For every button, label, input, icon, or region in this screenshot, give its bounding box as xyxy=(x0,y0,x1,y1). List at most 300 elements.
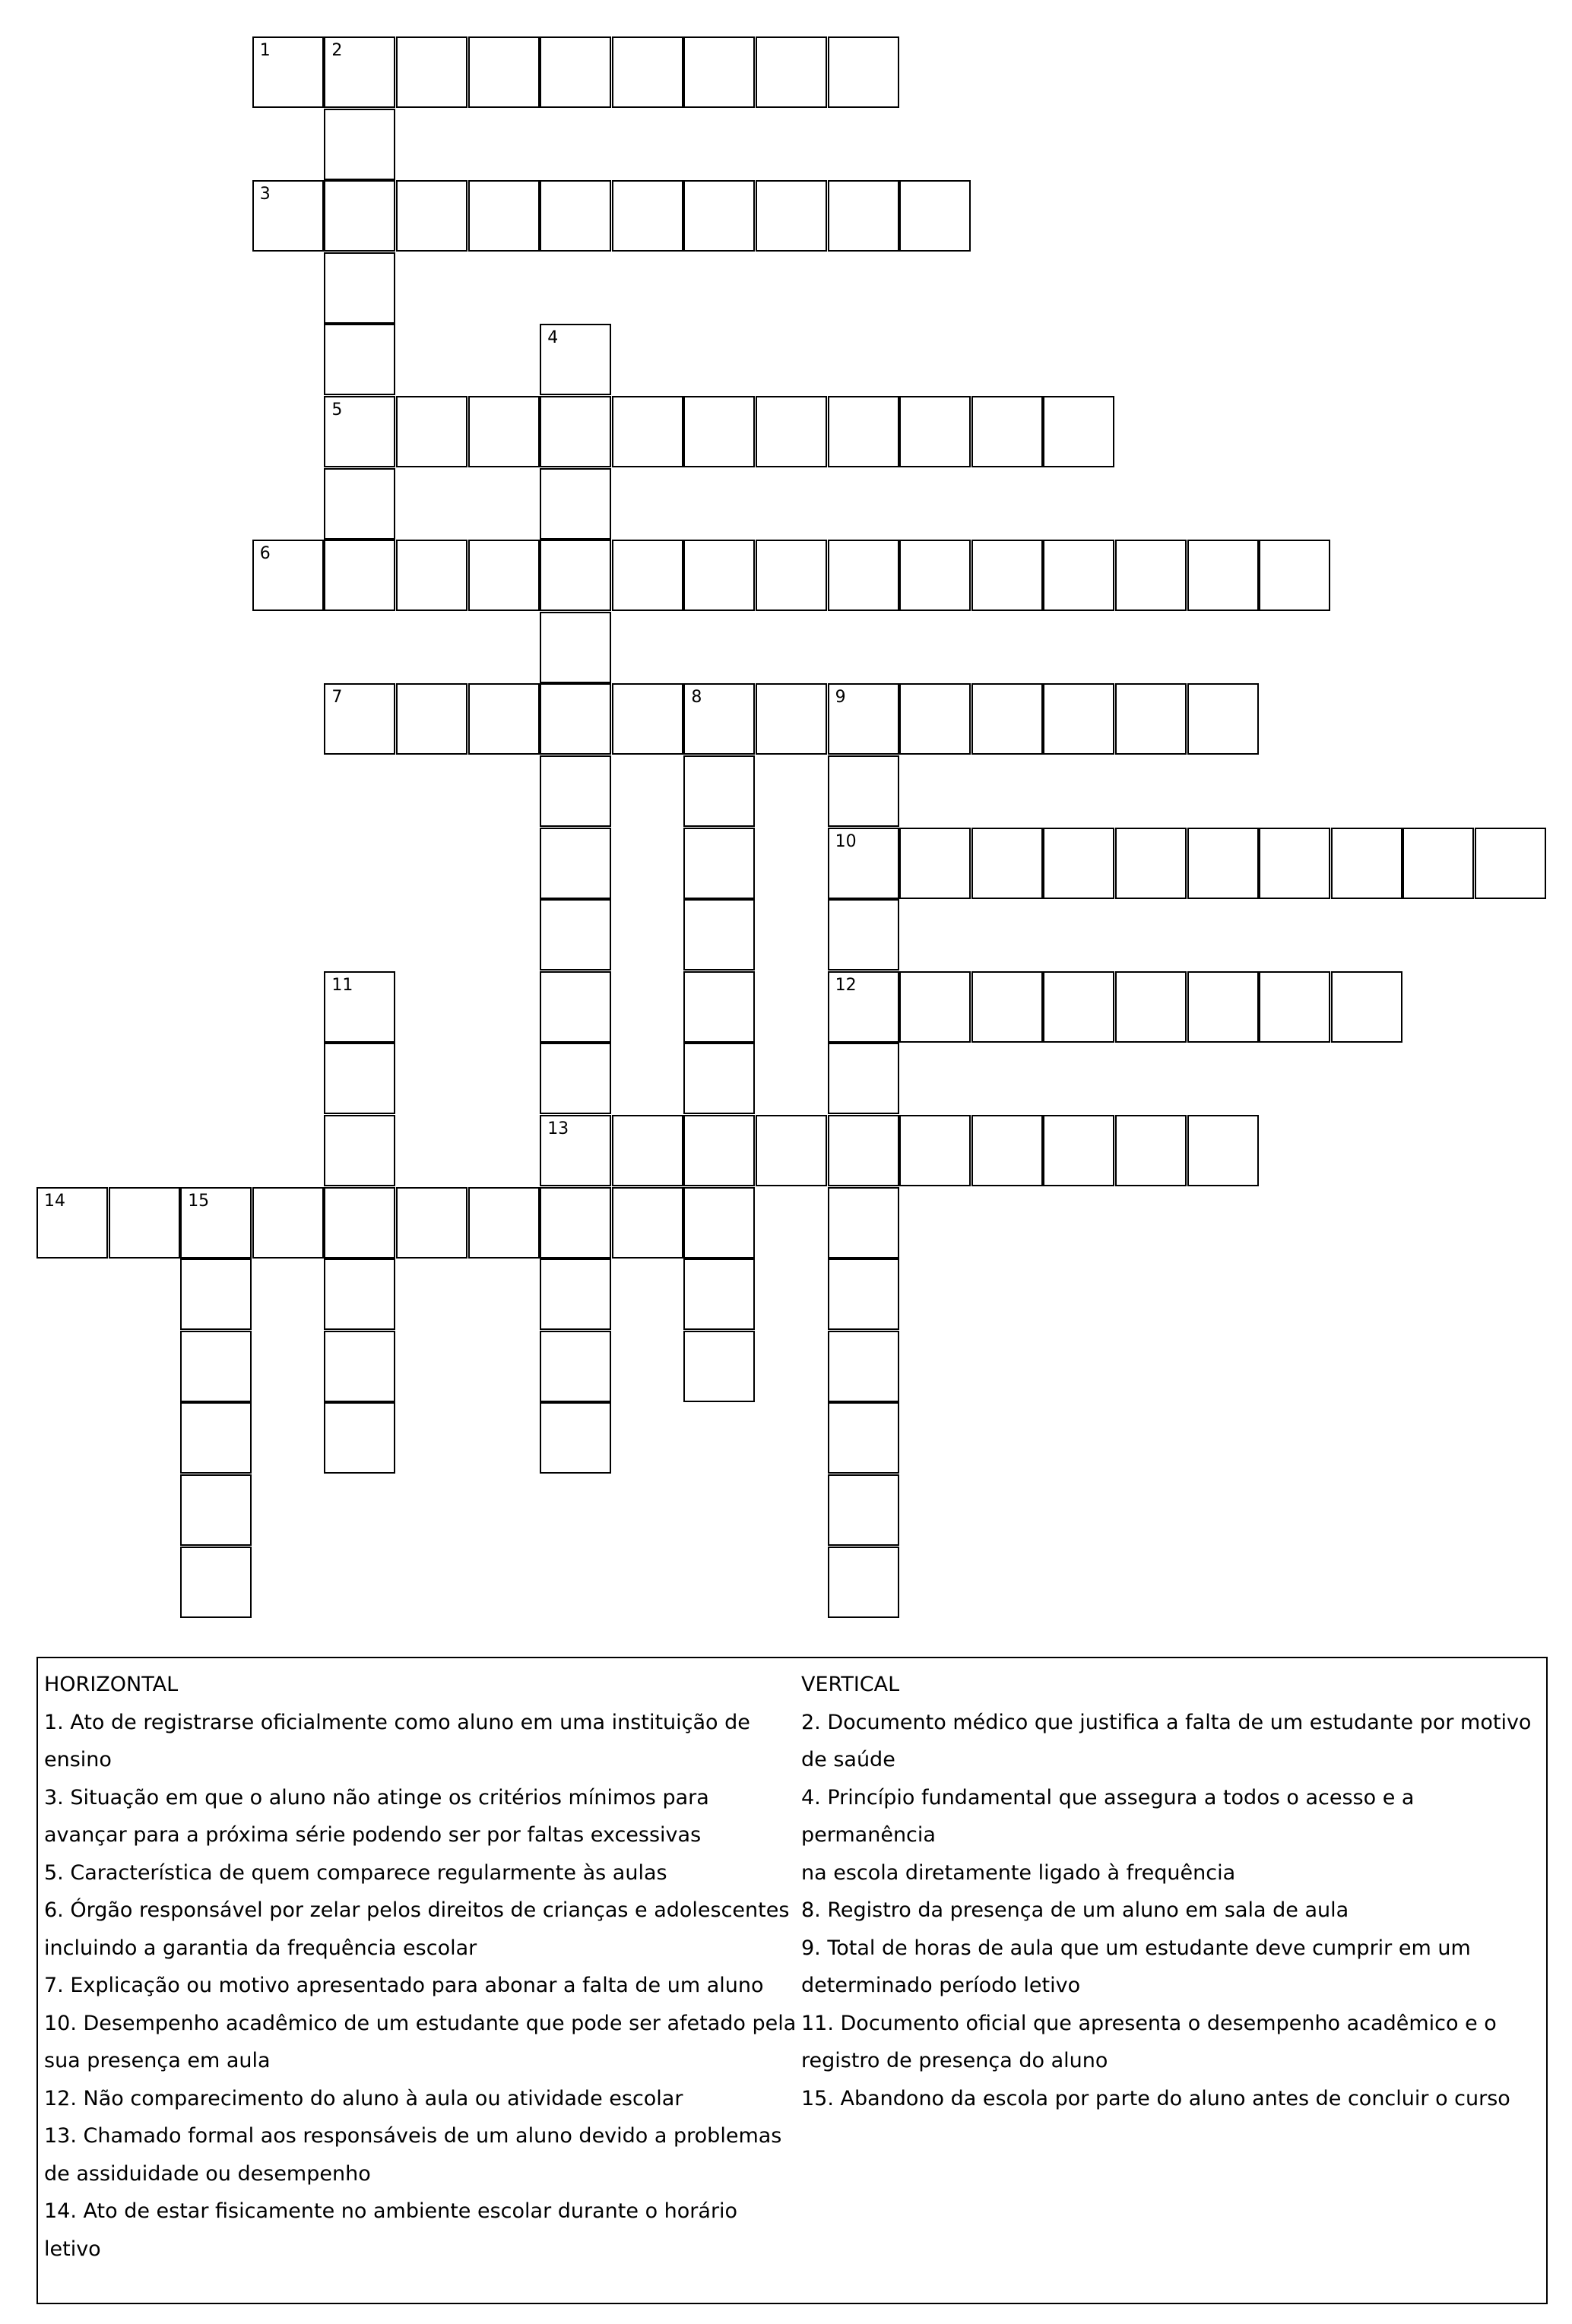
grid-cell[interactable] xyxy=(1331,971,1402,1043)
grid-cell[interactable] xyxy=(971,1115,1043,1186)
grid-cell[interactable] xyxy=(971,971,1043,1043)
grid-cell[interactable] xyxy=(324,468,395,540)
grid-cell[interactable] xyxy=(1043,971,1114,1043)
grid-cell[interactable] xyxy=(1115,683,1187,755)
cell-letter-input[interactable] xyxy=(1117,1116,1185,1185)
cell-letter-input[interactable] xyxy=(541,613,610,682)
grid-cell[interactable] xyxy=(324,180,395,252)
cell-letter-input[interactable] xyxy=(470,397,538,466)
cell-letter-input[interactable] xyxy=(901,973,969,1041)
cell-letter-input[interactable] xyxy=(1404,829,1472,898)
grid-cell[interactable] xyxy=(683,755,755,827)
grid-cell[interactable] xyxy=(828,899,899,970)
cell-letter-input[interactable] xyxy=(613,182,682,250)
cell-letter-input[interactable] xyxy=(1333,973,1401,1041)
clue-line[interactable]: na escola diretamente ligado à frequência xyxy=(801,1860,1236,1885)
grid-cell[interactable] xyxy=(756,1115,827,1186)
cell-letter-input[interactable] xyxy=(254,541,322,609)
cell-letter-input[interactable] xyxy=(685,1260,753,1328)
cell-letter-input[interactable] xyxy=(1117,541,1185,609)
cell-letter-input[interactable] xyxy=(398,38,466,106)
cell-letter-input[interactable] xyxy=(182,1332,250,1401)
cell-letter-input[interactable] xyxy=(685,973,753,1041)
grid-cell[interactable] xyxy=(468,683,540,755)
cell-letter-input[interactable] xyxy=(1260,829,1329,898)
cell-letter-input[interactable] xyxy=(613,1116,682,1185)
cell-letter-input[interactable] xyxy=(398,182,466,250)
clue-line[interactable]: 1. Ato de registrarse oficialmente como aluno em uma instituição de xyxy=(44,1710,750,1734)
clue-line[interactable]: sua presença em aula xyxy=(44,2049,271,2072)
grid-cell[interactable] xyxy=(828,1187,899,1259)
clue-line[interactable]: 2. Documento médico que justifica a falta de um estudante por motivo xyxy=(801,1710,1532,1734)
cell-letter-input[interactable] xyxy=(1260,973,1329,1041)
cell-letter-input[interactable] xyxy=(757,541,826,609)
grid-cell[interactable] xyxy=(540,396,611,467)
grid-cell[interactable] xyxy=(180,1187,252,1259)
cell-letter-input[interactable] xyxy=(829,1548,898,1616)
grid-cell[interactable] xyxy=(612,1187,683,1259)
cell-letter-input[interactable] xyxy=(685,397,753,466)
grid-cell[interactable] xyxy=(1043,540,1114,611)
cell-letter-input[interactable] xyxy=(1333,829,1401,898)
grid-cell[interactable] xyxy=(324,252,395,324)
cell-letter-input[interactable] xyxy=(829,1476,898,1544)
cell-letter-input[interactable] xyxy=(973,829,1041,898)
grid-cell[interactable] xyxy=(468,180,540,252)
cell-letter-input[interactable] xyxy=(541,829,610,898)
grid-cell[interactable] xyxy=(540,828,611,899)
grid-cell[interactable] xyxy=(971,396,1043,467)
cell-letter-input[interactable] xyxy=(110,1189,179,1257)
cell-letter-input[interactable] xyxy=(613,685,682,753)
grid-cell[interactable] xyxy=(540,1115,611,1186)
grid-cell[interactable] xyxy=(540,1187,611,1259)
cell-letter-input[interactable] xyxy=(757,1116,826,1185)
grid-cell[interactable] xyxy=(828,180,899,252)
clue-line[interactable]: avançar para a próxima série podendo ser por faltas excessivas xyxy=(44,1823,702,1847)
cell-letter-input[interactable] xyxy=(398,685,466,753)
cell-letter-input[interactable] xyxy=(470,1189,538,1257)
cell-letter-input[interactable] xyxy=(1044,685,1113,753)
cell-letter-input[interactable] xyxy=(1044,1116,1113,1185)
cell-letter-input[interactable] xyxy=(182,1548,250,1616)
grid-cell[interactable] xyxy=(1115,828,1187,899)
grid-cell[interactable] xyxy=(1475,828,1546,899)
cell-letter-input[interactable] xyxy=(685,182,753,250)
cell-letter-input[interactable] xyxy=(1044,397,1113,466)
grid-cell[interactable] xyxy=(324,1259,395,1330)
cell-letter-input[interactable] xyxy=(398,541,466,609)
grid-cell[interactable] xyxy=(828,396,899,467)
cell-letter-input[interactable] xyxy=(541,1332,610,1401)
grid-cell[interactable] xyxy=(683,1331,755,1402)
grid-cell[interactable] xyxy=(828,971,899,1043)
grid-cell[interactable] xyxy=(324,683,395,755)
grid-cell[interactable] xyxy=(252,540,324,611)
grid-cell[interactable] xyxy=(683,396,755,467)
grid-cell[interactable] xyxy=(540,324,611,395)
cell-letter-input[interactable] xyxy=(829,1189,898,1257)
cell-letter-input[interactable] xyxy=(182,1476,250,1544)
cell-letter-input[interactable] xyxy=(685,757,753,825)
cell-letter-input[interactable] xyxy=(685,1116,753,1185)
cell-letter-input[interactable] xyxy=(685,829,753,898)
grid-cell[interactable] xyxy=(899,396,971,467)
cell-letter-input[interactable] xyxy=(182,1189,250,1257)
grid-cell[interactable] xyxy=(683,1259,755,1330)
grid-cell[interactable] xyxy=(756,180,827,252)
cell-letter-input[interactable] xyxy=(973,541,1041,609)
cell-letter-input[interactable] xyxy=(541,182,610,250)
grid-cell[interactable] xyxy=(324,1402,395,1474)
grid-cell[interactable] xyxy=(1402,828,1474,899)
grid-cell[interactable] xyxy=(540,612,611,683)
cell-letter-input[interactable] xyxy=(398,1189,466,1257)
grid-cell[interactable] xyxy=(1187,540,1259,611)
grid-cell[interactable] xyxy=(396,180,467,252)
cell-letter-input[interactable] xyxy=(470,685,538,753)
cell-letter-input[interactable] xyxy=(613,38,682,106)
grid-cell[interactable] xyxy=(899,828,971,899)
cell-letter-input[interactable] xyxy=(1189,973,1257,1041)
grid-cell[interactable] xyxy=(1259,971,1330,1043)
grid-cell[interactable] xyxy=(396,540,467,611)
cell-letter-input[interactable] xyxy=(973,973,1041,1041)
clue-line[interactable]: 7. Explicação ou motivo apresentado para abonar a falta de um aluno xyxy=(44,1974,764,1997)
cell-letter-input[interactable] xyxy=(613,397,682,466)
grid-cell[interactable] xyxy=(899,683,971,755)
grid-cell[interactable] xyxy=(324,1331,395,1402)
clue-line[interactable]: 12. Não comparecimento do aluno à aula ou atividade escolar xyxy=(44,2086,683,2110)
grid-cell[interactable] xyxy=(324,396,395,467)
grid-cell[interactable] xyxy=(540,36,611,108)
clue-line[interactable]: incluindo a garantia da frequência escolar xyxy=(44,1936,477,1960)
grid-cell[interactable] xyxy=(756,540,827,611)
grid-cell[interactable] xyxy=(540,540,611,611)
cell-letter-input[interactable] xyxy=(685,685,753,753)
grid-cell[interactable] xyxy=(1043,828,1114,899)
grid-cell[interactable] xyxy=(180,1547,252,1618)
cell-letter-input[interactable] xyxy=(541,325,610,394)
cell-letter-input[interactable] xyxy=(1189,1116,1257,1185)
grid-cell[interactable] xyxy=(1259,828,1330,899)
grid-cell[interactable] xyxy=(828,1259,899,1330)
clue-line[interactable]: ensino xyxy=(44,1748,112,1771)
grid-cell[interactable] xyxy=(612,396,683,467)
grid-cell[interactable] xyxy=(828,1331,899,1402)
cell-letter-input[interactable] xyxy=(1044,829,1113,898)
cell-letter-input[interactable] xyxy=(829,1404,898,1472)
cell-letter-input[interactable] xyxy=(325,325,394,394)
cell-letter-input[interactable] xyxy=(973,1116,1041,1185)
cell-letter-input[interactable] xyxy=(757,397,826,466)
cell-letter-input[interactable] xyxy=(1044,973,1113,1041)
grid-cell[interactable] xyxy=(683,1043,755,1114)
grid-cell[interactable] xyxy=(540,180,611,252)
grid-cell[interactable] xyxy=(324,971,395,1043)
grid-cell[interactable] xyxy=(756,683,827,755)
cell-letter-input[interactable] xyxy=(325,973,394,1041)
cell-letter-input[interactable] xyxy=(541,1404,610,1472)
cell-letter-input[interactable] xyxy=(901,397,969,466)
grid-cell[interactable] xyxy=(468,1187,540,1259)
cell-letter-input[interactable] xyxy=(470,38,538,106)
grid-cell[interactable] xyxy=(1187,828,1259,899)
clue-line[interactable]: 3. Situação em que o aluno não atinge os critérios mínimos para xyxy=(44,1785,709,1809)
cell-letter-input[interactable] xyxy=(685,1332,753,1401)
cell-letter-input[interactable] xyxy=(182,1404,250,1472)
cell-letter-input[interactable] xyxy=(325,397,394,466)
cell-letter-input[interactable] xyxy=(38,1189,106,1257)
clue-line[interactable]: 10. Desempenho acadêmico de um estudante que pode ser afetado pela xyxy=(44,2011,797,2035)
grid-cell[interactable] xyxy=(683,1187,755,1259)
cell-letter-input[interactable] xyxy=(541,1189,610,1257)
clue-line[interactable]: de saúde xyxy=(801,1748,895,1771)
clue-line[interactable]: 15. Abandono da escola por parte do aluno antes de concluir o curso xyxy=(801,2086,1510,2110)
grid-cell[interactable] xyxy=(899,971,971,1043)
cell-letter-input[interactable] xyxy=(325,470,394,538)
grid-cell[interactable] xyxy=(612,36,683,108)
grid-cell[interactable] xyxy=(1331,828,1402,899)
cell-letter-input[interactable] xyxy=(541,685,610,753)
cell-letter-input[interactable] xyxy=(541,470,610,538)
cell-letter-input[interactable] xyxy=(685,38,753,106)
cell-letter-input[interactable] xyxy=(901,182,969,250)
clue-line[interactable]: 6. Órgão responsável por zelar pelos direitos de crianças e adolescentes xyxy=(44,1898,790,1922)
cell-letter-input[interactable] xyxy=(829,829,898,898)
cell-letter-input[interactable] xyxy=(1044,541,1113,609)
grid-cell[interactable] xyxy=(252,36,324,108)
cell-letter-input[interactable] xyxy=(757,38,826,106)
clue-line[interactable]: 14. Ato de estar fisicamente no ambiente escolar durante o horário xyxy=(44,2199,738,2223)
cell-letter-input[interactable] xyxy=(685,1044,753,1113)
cell-letter-input[interactable] xyxy=(901,829,969,898)
grid-cell[interactable] xyxy=(540,755,611,827)
cell-letter-input[interactable] xyxy=(901,541,969,609)
cell-letter-input[interactable] xyxy=(325,110,394,179)
clue-line[interactable]: 9. Total de horas de aula que um estudante deve cumprir em um xyxy=(801,1936,1471,1960)
clue-line[interactable]: 13. Chamado formal aos responsáveis de um aluno devido a problemas xyxy=(44,2124,782,2148)
cell-letter-input[interactable] xyxy=(325,541,394,609)
cell-letter-input[interactable] xyxy=(182,1260,250,1328)
cell-letter-input[interactable] xyxy=(1260,541,1329,609)
grid-cell[interactable] xyxy=(396,683,467,755)
cell-letter-input[interactable] xyxy=(470,182,538,250)
cell-letter-input[interactable] xyxy=(757,182,826,250)
cell-letter-input[interactable] xyxy=(1189,541,1257,609)
grid-cell[interactable] xyxy=(828,1474,899,1546)
grid-cell[interactable] xyxy=(828,36,899,108)
clue-line[interactable]: 4. Princípio fundamental que assegura a todos o acesso e a permanência xyxy=(801,1785,1415,1847)
grid-cell[interactable] xyxy=(899,1115,971,1186)
cell-letter-input[interactable] xyxy=(829,685,898,753)
grid-cell[interactable] xyxy=(828,1043,899,1114)
cell-letter-input[interactable] xyxy=(325,1189,394,1257)
cell-letter-input[interactable] xyxy=(757,685,826,753)
grid-cell[interactable] xyxy=(828,683,899,755)
grid-cell[interactable] xyxy=(612,540,683,611)
cell-letter-input[interactable] xyxy=(541,757,610,825)
cell-letter-input[interactable] xyxy=(1189,685,1257,753)
grid-cell[interactable] xyxy=(612,180,683,252)
clue-line[interactable]: de assiduidade ou desempenho xyxy=(44,2161,371,2186)
cell-letter-input[interactable] xyxy=(541,901,610,969)
grid-cell[interactable] xyxy=(683,899,755,970)
grid-cell[interactable] xyxy=(828,828,899,899)
cell-letter-input[interactable] xyxy=(325,685,394,753)
cell-letter-input[interactable] xyxy=(541,1260,610,1328)
grid-cell[interactable] xyxy=(540,1402,611,1474)
cell-letter-input[interactable] xyxy=(829,901,898,969)
cell-letter-input[interactable] xyxy=(829,38,898,106)
grid-cell[interactable] xyxy=(683,540,755,611)
grid-cell[interactable] xyxy=(1115,540,1187,611)
grid-cell[interactable] xyxy=(180,1402,252,1474)
cell-letter-input[interactable] xyxy=(829,757,898,825)
cell-letter-input[interactable] xyxy=(325,1044,394,1113)
cell-letter-input[interactable] xyxy=(541,1044,610,1113)
cell-letter-input[interactable] xyxy=(829,182,898,250)
cell-letter-input[interactable] xyxy=(973,685,1041,753)
cell-letter-input[interactable] xyxy=(470,541,538,609)
cell-letter-input[interactable] xyxy=(973,397,1041,466)
grid-cell[interactable] xyxy=(1043,1115,1114,1186)
cell-letter-input[interactable] xyxy=(829,973,898,1041)
clue-line[interactable]: registro de presença do aluno xyxy=(801,2049,1108,2072)
cell-letter-input[interactable] xyxy=(541,973,610,1041)
cell-letter-input[interactable] xyxy=(613,1189,682,1257)
cell-letter-input[interactable] xyxy=(829,1116,898,1185)
grid-cell[interactable] xyxy=(1115,971,1187,1043)
grid-cell[interactable] xyxy=(828,1547,899,1618)
cell-letter-input[interactable] xyxy=(685,541,753,609)
cell-letter-input[interactable] xyxy=(325,1404,394,1472)
cell-letter-input[interactable] xyxy=(325,182,394,250)
grid-cell[interactable] xyxy=(396,36,467,108)
grid-cell[interactable] xyxy=(468,396,540,467)
grid-cell[interactable] xyxy=(683,180,755,252)
grid-cell[interactable] xyxy=(324,36,395,108)
cell-letter-input[interactable] xyxy=(901,685,969,753)
grid-cell[interactable] xyxy=(324,1043,395,1114)
grid-cell[interactable] xyxy=(612,1115,683,1186)
grid-cell[interactable] xyxy=(971,540,1043,611)
grid-cell[interactable] xyxy=(36,1187,108,1259)
grid-cell[interactable] xyxy=(683,1115,755,1186)
grid-cell[interactable] xyxy=(540,899,611,970)
grid-cell[interactable] xyxy=(540,1043,611,1114)
cell-letter-input[interactable] xyxy=(398,397,466,466)
grid-cell[interactable] xyxy=(468,540,540,611)
grid-cell[interactable] xyxy=(1115,1115,1187,1186)
clue-line[interactable]: 8. Registro da presença de um aluno em sala de aula xyxy=(801,1898,1349,1922)
grid-cell[interactable] xyxy=(180,1474,252,1546)
grid-cell[interactable] xyxy=(252,1187,324,1259)
cell-letter-input[interactable] xyxy=(325,254,394,322)
grid-cell[interactable] xyxy=(180,1259,252,1330)
grid-cell[interactable] xyxy=(324,1115,395,1186)
grid-cell[interactable] xyxy=(540,468,611,540)
cell-letter-input[interactable] xyxy=(541,1116,610,1185)
grid-cell[interactable] xyxy=(180,1331,252,1402)
grid-cell[interactable] xyxy=(683,971,755,1043)
grid-cell[interactable] xyxy=(396,396,467,467)
grid-cell[interactable] xyxy=(828,755,899,827)
grid-cell[interactable] xyxy=(971,828,1043,899)
cell-letter-input[interactable] xyxy=(541,38,610,106)
cell-letter-input[interactable] xyxy=(685,1189,753,1257)
cell-letter-input[interactable] xyxy=(325,38,394,106)
clue-line[interactable]: 11. Documento oficial que apresenta o desempenho acadêmico e o xyxy=(801,2011,1497,2035)
cell-letter-input[interactable] xyxy=(254,1189,322,1257)
grid-cell[interactable] xyxy=(1187,971,1259,1043)
cell-letter-input[interactable] xyxy=(829,1260,898,1328)
grid-cell[interactable] xyxy=(252,180,324,252)
cell-letter-input[interactable] xyxy=(829,541,898,609)
cell-letter-input[interactable] xyxy=(613,541,682,609)
grid-cell[interactable] xyxy=(683,828,755,899)
cell-letter-input[interactable] xyxy=(829,397,898,466)
cell-letter-input[interactable] xyxy=(325,1260,394,1328)
cell-letter-input[interactable] xyxy=(829,1332,898,1401)
grid-cell[interactable] xyxy=(899,180,971,252)
cell-letter-input[interactable] xyxy=(254,38,322,106)
cell-letter-input[interactable] xyxy=(829,1044,898,1113)
grid-cell[interactable] xyxy=(396,1187,467,1259)
cell-letter-input[interactable] xyxy=(1117,973,1185,1041)
grid-cell[interactable] xyxy=(1043,396,1114,467)
grid-cell[interactable] xyxy=(1043,683,1114,755)
clue-line[interactable]: 5. Característica de quem comparece regularmente às aulas xyxy=(44,1860,667,1885)
grid-cell[interactable] xyxy=(971,683,1043,755)
grid-cell[interactable] xyxy=(828,540,899,611)
grid-cell[interactable] xyxy=(1259,540,1330,611)
cell-letter-input[interactable] xyxy=(541,397,610,466)
cell-letter-input[interactable] xyxy=(685,901,753,969)
cell-letter-input[interactable] xyxy=(541,541,610,609)
cell-letter-input[interactable] xyxy=(1117,685,1185,753)
grid-cell[interactable] xyxy=(540,1331,611,1402)
grid-cell[interactable] xyxy=(324,540,395,611)
grid-cell[interactable] xyxy=(540,1259,611,1330)
grid-cell[interactable] xyxy=(683,683,755,755)
grid-cell[interactable] xyxy=(756,396,827,467)
cell-letter-input[interactable] xyxy=(325,1332,394,1401)
grid-cell[interactable] xyxy=(756,36,827,108)
grid-cell[interactable] xyxy=(109,1187,180,1259)
grid-cell[interactable] xyxy=(324,1187,395,1259)
grid-cell[interactable] xyxy=(324,109,395,180)
cell-letter-input[interactable] xyxy=(325,1116,394,1185)
cell-letter-input[interactable] xyxy=(1189,829,1257,898)
grid-cell[interactable] xyxy=(828,1115,899,1186)
grid-cell[interactable] xyxy=(324,324,395,395)
grid-cell[interactable] xyxy=(899,540,971,611)
grid-cell[interactable] xyxy=(612,683,683,755)
cell-letter-input[interactable] xyxy=(254,182,322,250)
cell-letter-input[interactable] xyxy=(901,1116,969,1185)
grid-cell[interactable] xyxy=(683,36,755,108)
cell-letter-input[interactable] xyxy=(1117,829,1185,898)
grid-cell[interactable] xyxy=(540,971,611,1043)
cell-letter-input[interactable] xyxy=(1476,829,1545,898)
grid-cell[interactable] xyxy=(468,36,540,108)
clue-line[interactable]: determinado período letivo xyxy=(801,1974,1081,1997)
grid-cell[interactable] xyxy=(1187,1115,1259,1186)
clue-line[interactable]: letivo xyxy=(44,2237,101,2261)
grid-cell[interactable] xyxy=(540,683,611,755)
grid-cell[interactable] xyxy=(828,1402,899,1474)
